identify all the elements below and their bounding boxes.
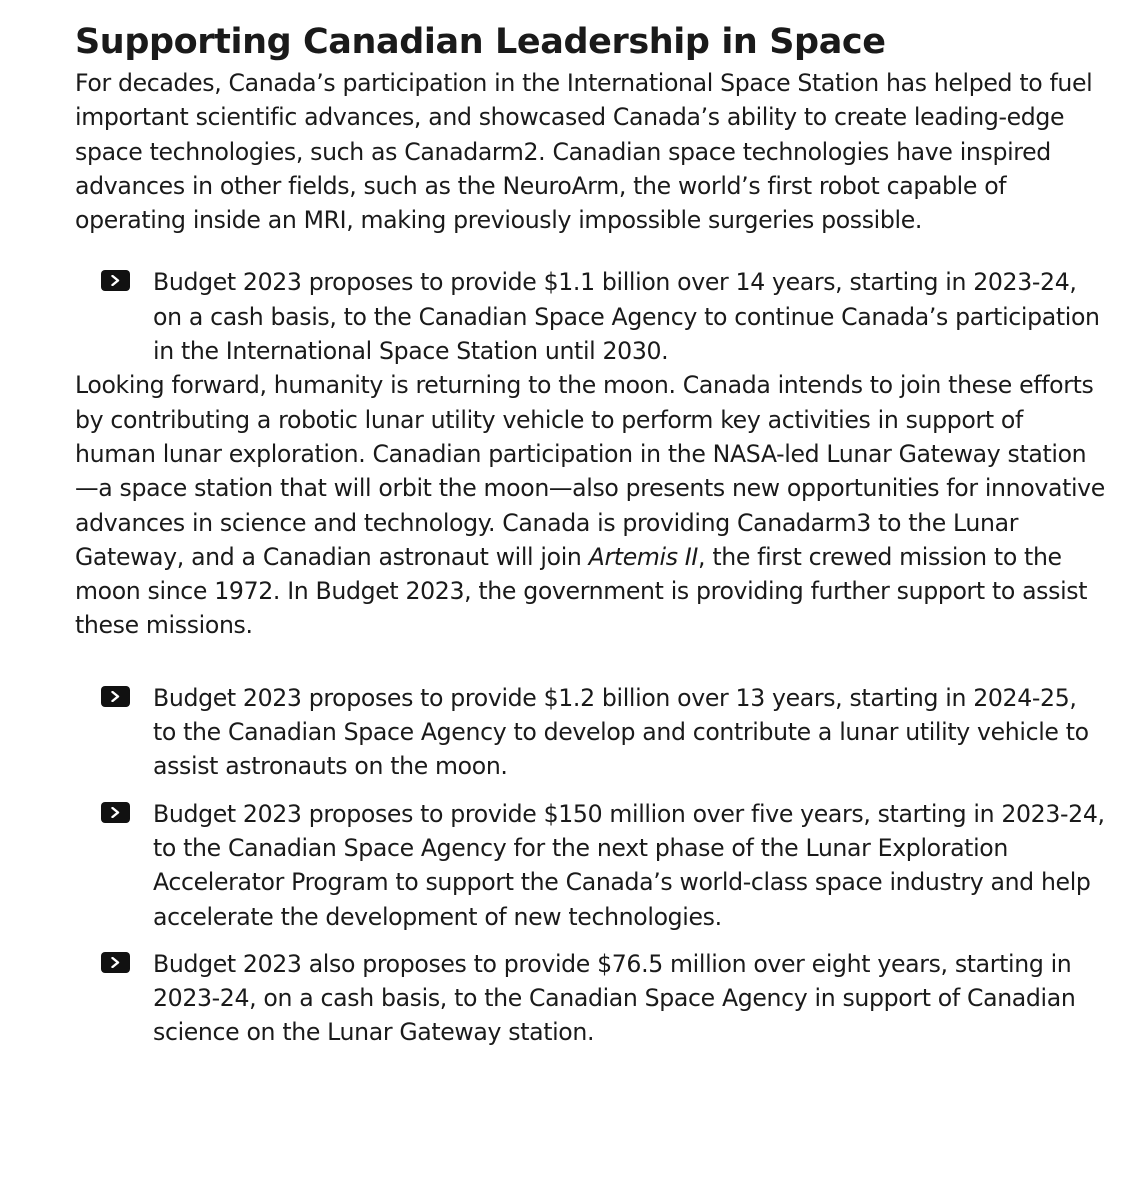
bullet-text: Budget 2023 proposes to provide $150 million over five years, starting in 2023-24, to the Canadian Space Agency for the next phase of the Lunar Exploration Accelerator Program to support the Canada’s world-class space industry and help accelerate the development of new technologies. <box>153 799 1105 931</box>
bullet-text: Budget 2023 also proposes to provide $76.5 million over eight years, starting in 2023-24, on a cash basis, to the Canadian Space Agency in support of Canadian science on the Lunar Gateway station. <box>153 949 1076 1047</box>
moon-paragraph-text: Looking forward, humanity is returning to the moon. Canada intends to join these efforts by contributing a robotic lunar utility vehicle to perform key activities in support of human lunar exploration. Canadian participation in the NASA-led Lunar Gateway station—a space station that will orbit the moon—also presents new opportunities for innovative advances in science and technology. Canada is providing Canadarm3 to the Lunar Gateway, and a Canadian astronaut will join <box>75 371 1105 571</box>
chevron-right-icon <box>101 952 130 973</box>
bullet-item <box>75 681 1105 784</box>
bullet-text: Budget 2023 proposes to provide $1.2 billion over 13 years, starting in 2024-25, to the Canadian Space Agency to develop and contribute a lunar utility vehicle to assist astronauts on the moon. <box>153 683 1089 781</box>
bullet-item <box>75 947 1105 1050</box>
bullet-item <box>75 797 1105 934</box>
chevron-right-icon <box>101 270 130 291</box>
intro-paragraph: For decades, Canada’s participation in the International Space Station has helped to fuel important scientific advances, and showcased Canada’s ability to create leading-edge space technologies, such as Canadarm2. Canadian space technologies have inspired advances in other fields, such as the NeuroArm, the world’s first robot capable of operating inside an MRI, making previously impossible surgeries possible. <box>75 69 1093 235</box>
bullet-list-moon <box>75 681 1105 1050</box>
bullet-text: Budget 2023 proposes to provide $1.1 billion over 14 years, starting in 2023-24, on a cash basis, to the Canadian Space Agency to continue Canada’s participation in the International Space Station until 2030. <box>153 268 1100 366</box>
mission-name: Artemis II <box>588 542 699 571</box>
chevron-right-icon <box>101 686 130 707</box>
moon-paragraph-text-end: , the first crewed mission to the moon since 1972. In Budget 2023, the government is providing further support to assist these missions. <box>75 542 1088 640</box>
section-title: Supporting Canadian Leadership in Space <box>75 22 886 62</box>
document-page <box>75 18 1105 1050</box>
chevron-right-icon <box>101 802 130 823</box>
bullet-list-iss <box>75 265 1105 368</box>
bullet-item <box>75 265 1105 368</box>
moon-paragraph <box>75 368 1105 642</box>
